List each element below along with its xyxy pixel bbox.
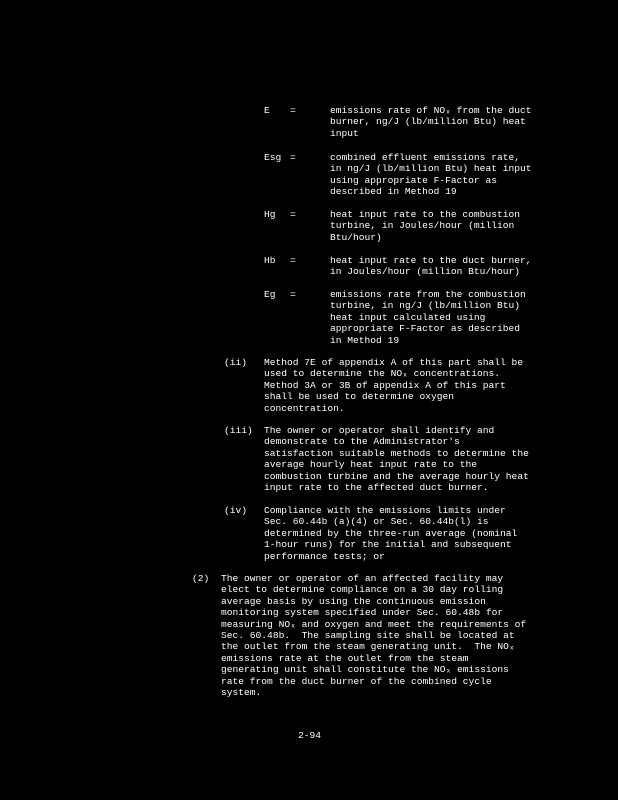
text-line: satisfaction suitable methods to determine the [264, 447, 529, 459]
text-line: The owner or operator shall identify and [264, 425, 495, 436]
text-line: turbine, in ng/J (lb/million Btu) [330, 300, 520, 312]
text-line: shall be used to determine oxygen [264, 391, 454, 403]
definition-symbol: Eg [264, 289, 276, 300]
subitem-number: (iii) [224, 425, 253, 436]
text-line: Sec. 60.44b (a)(4) or Sec. 60.44b(l) is [264, 516, 489, 528]
definition-equals: = [290, 209, 296, 220]
definition-hg [264, 209, 618, 244]
definition-hb [264, 255, 618, 278]
text-line: Method 7E of appendix A of this part shall be [264, 357, 524, 368]
text-line: elect to determine compliance on a 30 day rolling [221, 584, 504, 596]
text-line: emissions rate at the outlet from the steam [221, 652, 469, 664]
text-line: input rate to the affected duct burner. [264, 482, 489, 494]
paragraph-number: (2) [192, 573, 210, 584]
definition-equals: = [290, 152, 296, 163]
text-line: system. [221, 687, 262, 699]
definition-symbol: Hb [264, 255, 276, 266]
paragraph-2 [192, 573, 572, 699]
definition-text [330, 105, 532, 139]
text-line: combined effluent emissions rate, [330, 152, 520, 163]
paragraph-text [221, 573, 526, 698]
subitem-iii [224, 425, 564, 495]
text-line: measuring NOₓ and oxygen and meet the requirements of [221, 618, 527, 630]
subitem-number: (iv) [224, 505, 248, 516]
text-line: burner, ng/J (lb/million Btu) heat [330, 116, 526, 128]
text-line: described in Method 19 [330, 186, 457, 198]
definition-symbol: E [264, 105, 270, 116]
definition-eg [264, 289, 618, 347]
subitem-number: (ii) [224, 357, 248, 368]
text-line: 1-hour runs) for the initial and subsequent [264, 539, 512, 551]
definition-equals: = [290, 289, 296, 300]
definition-text [330, 255, 532, 278]
text-line: Btu/hour) [330, 231, 382, 243]
text-line: emissions rate of NOₓ from the duct [330, 105, 532, 116]
definition-text [330, 209, 520, 243]
definition-text [330, 289, 526, 346]
text-line: the outlet from the steam generating unit. The NOₓ [221, 641, 515, 653]
text-line: appropriate F-Factor as described [330, 323, 520, 335]
text-line: Compliance with the emissions limits under [264, 505, 506, 516]
text-line: Method 3A or 3B of appendix A of this part [264, 379, 506, 391]
text-line: in ng/J (lb/million Btu) heat input [330, 163, 532, 175]
subitem-text [264, 425, 529, 493]
text-line: in Joules/hour (million Btu/hour) [330, 266, 520, 278]
text-line: average basis by using the continuous emission [221, 595, 486, 607]
text-line: used to determine the NOₓ concentrations. [264, 368, 501, 380]
definition-e [264, 105, 618, 140]
text-line: turbine, in Joules/hour (million [330, 220, 515, 232]
subitem-text [264, 357, 523, 414]
definition-text [330, 152, 532, 198]
subitem-iv [224, 505, 564, 563]
text-line: Sec. 60.48b. The sampling site shall be located at [221, 630, 515, 642]
text-line: heat input rate to the combustion [330, 209, 520, 220]
text-line: The owner or operator of an affected facility may [221, 573, 504, 584]
text-line: determined by the three-run average (nominal [264, 527, 518, 539]
subitem-text [264, 505, 517, 562]
text-line: rate from the duct burner of the combined cycle [221, 675, 492, 687]
definition-esg [264, 152, 618, 198]
text-line: input [330, 127, 359, 139]
text-line: emissions rate from the combustion [330, 289, 526, 300]
text-line: demonstrate to the Administrator's [264, 436, 460, 448]
text-line: average hourly heat input rate to the [264, 459, 478, 471]
definition-equals: = [290, 255, 296, 266]
subitem-ii [224, 357, 564, 415]
text-line: using appropriate F-Factor as [330, 174, 497, 186]
text-line: generating unit shall constitute the NOₓ emissions [221, 664, 509, 676]
definition-symbol: Esg [264, 152, 282, 163]
text-line: combustion turbine and the average hourly heat [264, 470, 529, 482]
text-line: in Method 19 [330, 334, 400, 346]
text-line: heat input calculated using [330, 311, 486, 323]
text-line: monitoring system specified under Sec. 60.48b for [221, 607, 504, 619]
text-line: concentration. [264, 402, 345, 414]
definition-symbol: Hg [264, 209, 276, 220]
text-line: performance tests; or [264, 550, 385, 562]
page-number: 2-94 [298, 730, 322, 741]
definition-equals: = [290, 105, 296, 116]
text-line: heat input rate to the duct burner, [330, 255, 532, 266]
